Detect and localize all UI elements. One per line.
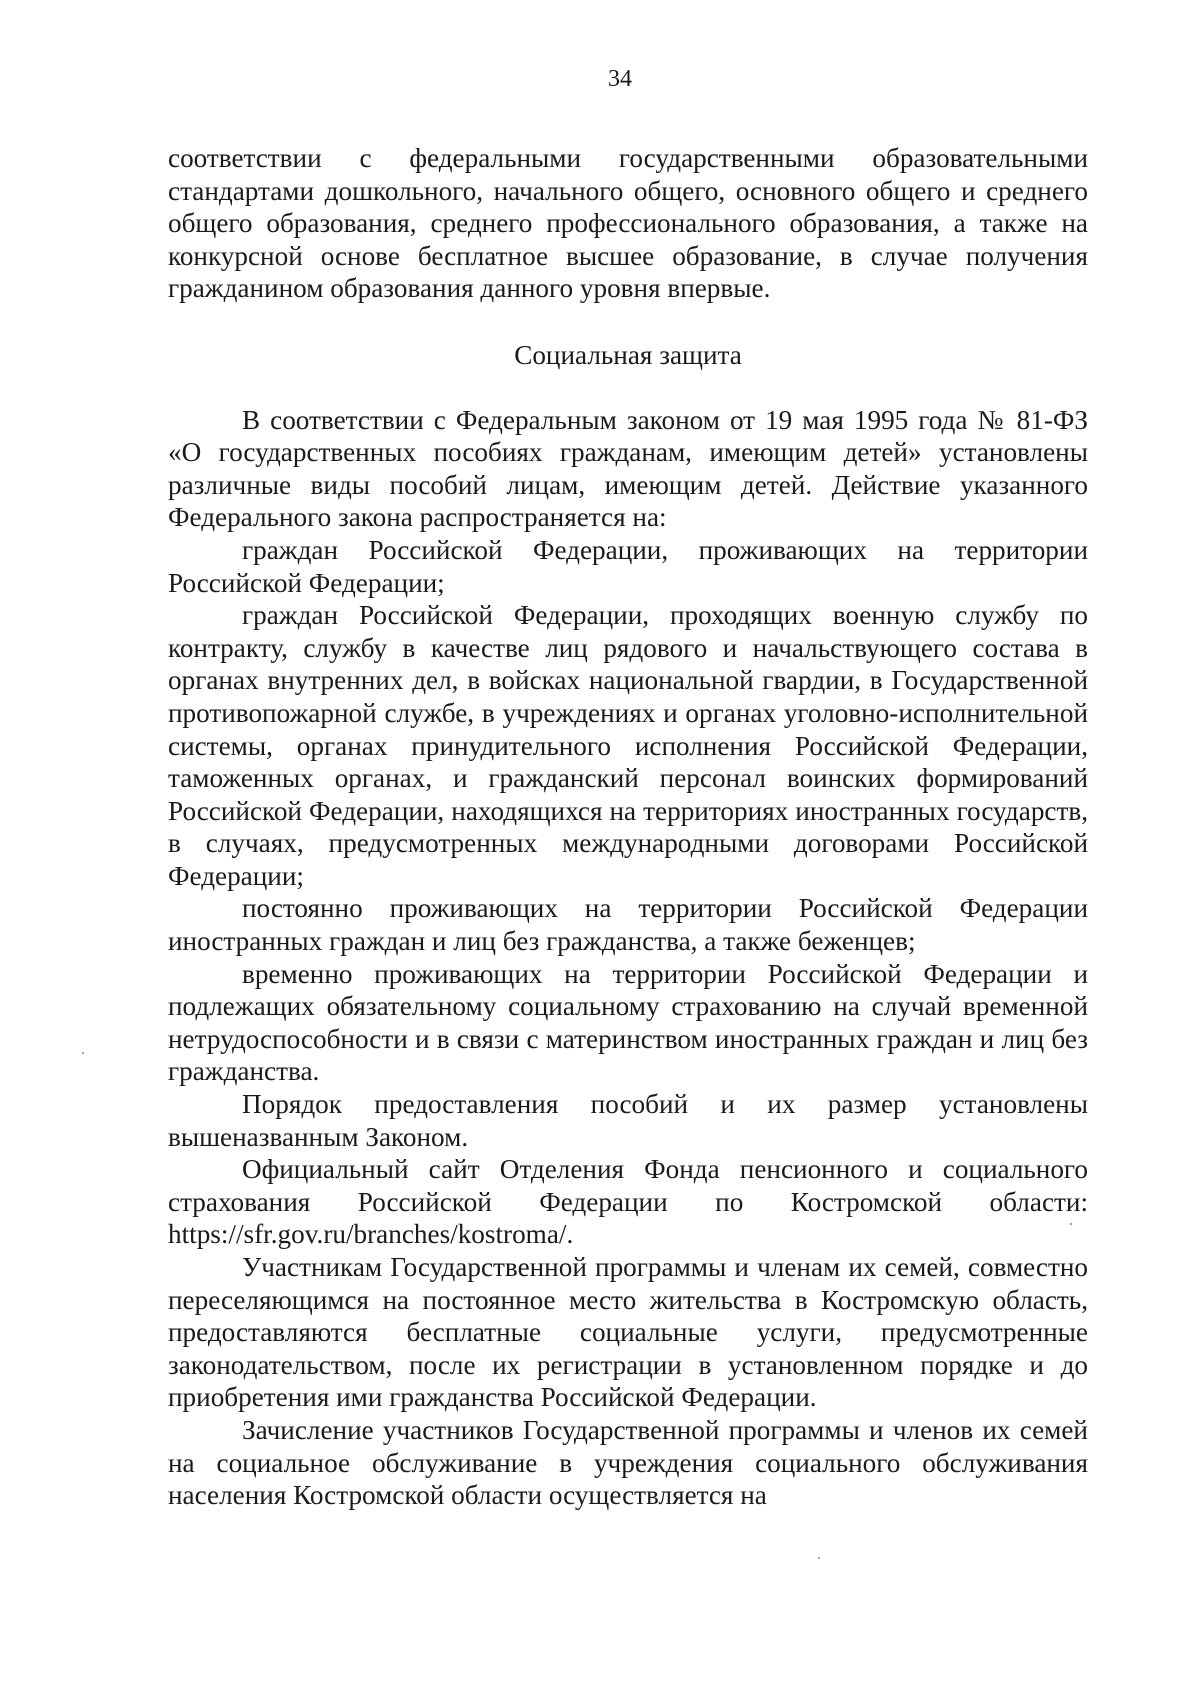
scan-speck [82,1052,84,1054]
paragraph: постоянно проживающих на территории Российской Федерации иностранных граждан и лиц без гражданства, а также беженцев; [168,893,1088,957]
paragraph: Участникам Государственной программы и членам их семей, совместно переселяющимся на постоянное место жительства в Костромскую область, предоставляются бесплатные социальные услуги, предусмотренные законодательством, после их регистрации в установленном порядке и до приобретения ими гражданства Российской Федерации. [168,1252,1088,1413]
paragraph: временно проживающих на территории Российской Федерации и подлежащих обязательному социальному страхованию на случай временной нетрудоспособности и в связи с материнством иностранных граждан и лиц без гражданства. [168,958,1088,1087]
section-heading: Социальная защита [514,339,742,370]
paragraph-continuation: соответствии с федеральными государственными образовательными стандартами дошкольного, начального общего, основного общего и среднего общего образования, среднего профессионального образования, а также на конкурсной основе бесплатное высшее образование, в случае получения гражданином образования данного уровня впервые. [168,143,1088,304]
document-body [168,142,1088,1512]
paragraph: Официальный сайт Отделения Фонда пенсионного и социального страхования Российской Федерации по Костромской области: https://sfr.gov.ru/branches/kostroma/. [168,1154,1088,1250]
paragraph: В соответствии с Федеральным законом от 19 мая 1995 года № 81-ФЗ «О государственных пособиях гражданам, имеющим детей» установлены различные виды пособий лицам, имеющим детей. Действие указанного Федерального закона распространяется на: [168,404,1088,533]
paragraph: граждан Российской Федерации, проживающих на территории Российской Федерации; [168,534,1088,598]
paragraph: Порядок предоставления пособий и их размер установлены вышеназванным Законом. [168,1089,1088,1152]
paragraph: граждан Российской Федерации, проходящих военную службу по контракту, службу в качестве лиц рядового и начальствующего состава в органах внутренних дел, в войсках национальной гвардии, в Государственной противопожарной службе, в учреждениях и органах уголовно-исполнительной системы, органах принудительного исполнения Российской Федерации, таможенных органах, и гражданский персонал воинских формирований Российской Федерации, находящихся на территориях иностранных государств, в случаях, предусмотренных международными договорами Российской Федерации; [168,600,1088,891]
paragraph: Зачисление участников Государственной программы и членов их семей на социальное обслуживание в учреждения социального обслуживания населения Костромской области осуществляется на [168,1414,1088,1511]
scan-speck [818,1557,820,1559]
scan-speck [1070,1223,1072,1225]
page-number: 34 [608,66,632,92]
